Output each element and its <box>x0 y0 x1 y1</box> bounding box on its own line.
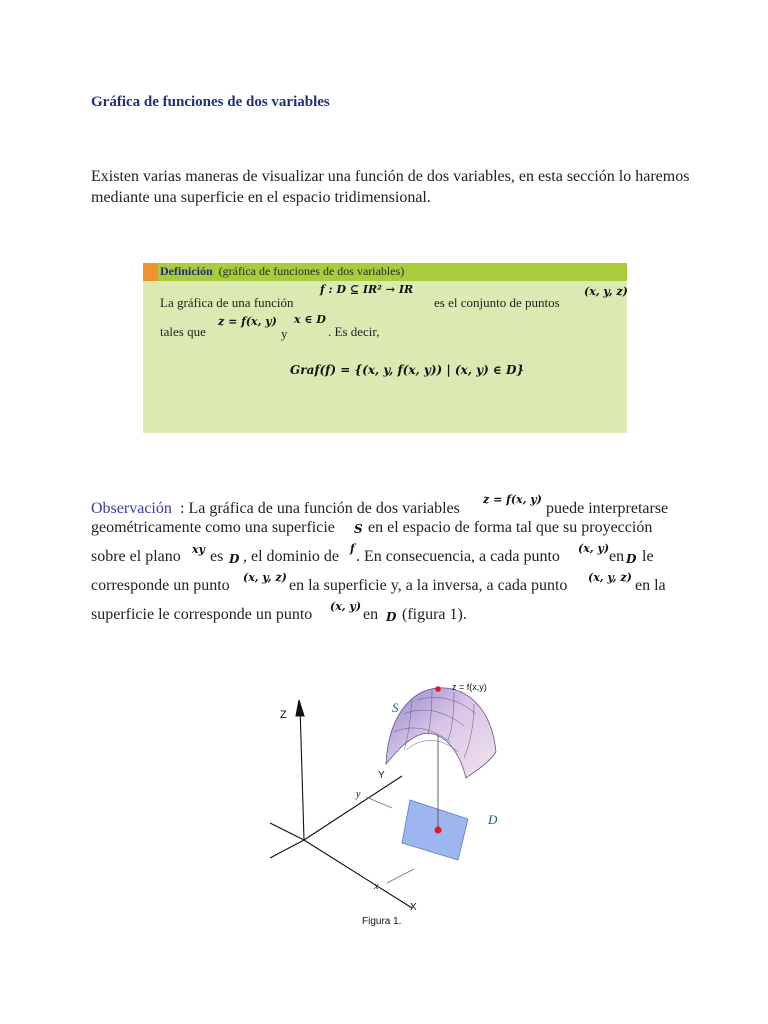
definition-marker <box>143 263 158 281</box>
definition-label: Definición <box>160 264 213 278</box>
label-zf: z = f(x,y) <box>452 682 487 692</box>
label-y-axis: Y <box>378 770 385 781</box>
obs-m-S: S <box>354 522 363 536</box>
obs-m-xy3: (x, y) <box>330 600 362 613</box>
obs-l5-a: superficie le corresponde un punto <box>91 606 313 623</box>
obs-m-xy: xy <box>192 543 205 556</box>
definition-heading: (gráfica de funciones de dos variables) <box>218 264 405 278</box>
obs-l2-b: en el espacio de forma tal que su proyección <box>368 519 653 536</box>
def-formula: Graf(f) = {(x, y, f(x, y)) | (x, y) ∈ D} <box>290 363 525 377</box>
obs-l2-a: geométricamente como una superficie <box>91 519 335 536</box>
surface-s <box>386 688 496 778</box>
z-axis <box>300 706 304 840</box>
label-s: S <box>392 700 399 715</box>
page-title: Gráfica de funciones de dos variables <box>91 94 330 110</box>
obs-l1-a: : La gráfica de una función de dos variables <box>180 500 460 517</box>
def-line2-a: tales que <box>160 324 206 339</box>
def-math-z: z = f(x, y) <box>218 315 277 328</box>
obs-l3-b: , el dominio de <box>243 548 339 565</box>
def-math-f: f : D ⊆ IR² → IR <box>320 283 414 296</box>
definition-header <box>143 263 627 281</box>
obs-l3-le: le <box>642 548 654 565</box>
label-y: y <box>356 789 361 800</box>
x-axis-back <box>270 823 304 840</box>
observation-label: Observación <box>91 500 172 517</box>
domain-point <box>435 827 442 834</box>
figure-caption: Figura 1. <box>362 916 402 927</box>
def-line2-b: . Es decir, <box>328 324 380 339</box>
definition-box <box>143 263 627 433</box>
obs-m-f: f <box>350 542 355 555</box>
obs-l3-a: sobre el plano <box>91 548 181 565</box>
obs-m-z: z = f(x, y) <box>483 493 542 506</box>
label-x-axis: X <box>410 902 417 913</box>
obs-m-xyz1: (x, y, z) <box>243 571 287 584</box>
x-axis <box>304 840 412 908</box>
obs-m-D3: D <box>386 610 397 624</box>
obs-m-xyz2: (x, y, z) <box>588 571 632 584</box>
definition-title <box>160 264 404 279</box>
obs-l4-c: en la <box>635 577 666 594</box>
obs-l1-b: puede interpretarse <box>546 500 669 517</box>
label-x: x <box>374 881 379 892</box>
label-z-axis: Z <box>280 709 287 721</box>
obs-m-D1: D <box>229 552 240 566</box>
axes <box>270 700 412 908</box>
figure-1 <box>262 672 512 934</box>
z-arrow <box>296 700 304 716</box>
y-axis-back <box>270 840 304 858</box>
intro-paragraph: Existen varias maneras de visualizar una función de dos variables, en esta sección lo haremos mediante una superficie en el espacio tridimensional. <box>91 168 690 206</box>
obs-l4-b: en la superficie y, a la inversa, a cada punto <box>289 577 568 594</box>
obs-l3-en: en <box>609 548 625 565</box>
obs-l5-en: en <box>363 606 379 623</box>
obs-l5-b: (figura 1). <box>402 606 467 623</box>
obs-l3-es: es <box>210 548 224 565</box>
surface-point <box>435 686 441 692</box>
obs-m-D2: D <box>626 552 637 566</box>
y-axis <box>304 776 402 840</box>
def-math-xinD: x ∈ D <box>294 313 326 326</box>
obs-l4-a: corresponde un punto <box>91 577 230 594</box>
def-line1-b: es el conjunto de puntos <box>434 295 560 310</box>
def-line2-y: y <box>281 326 288 341</box>
label-d: D <box>488 812 498 827</box>
obs-m-xy2: (x, y) <box>578 542 610 555</box>
def-line1-a: La gráfica de una función <box>160 295 294 310</box>
def-math-xyz: (x, y, z) <box>584 285 628 298</box>
obs-l3-c: . En consecuencia, a cada punto <box>356 548 560 565</box>
